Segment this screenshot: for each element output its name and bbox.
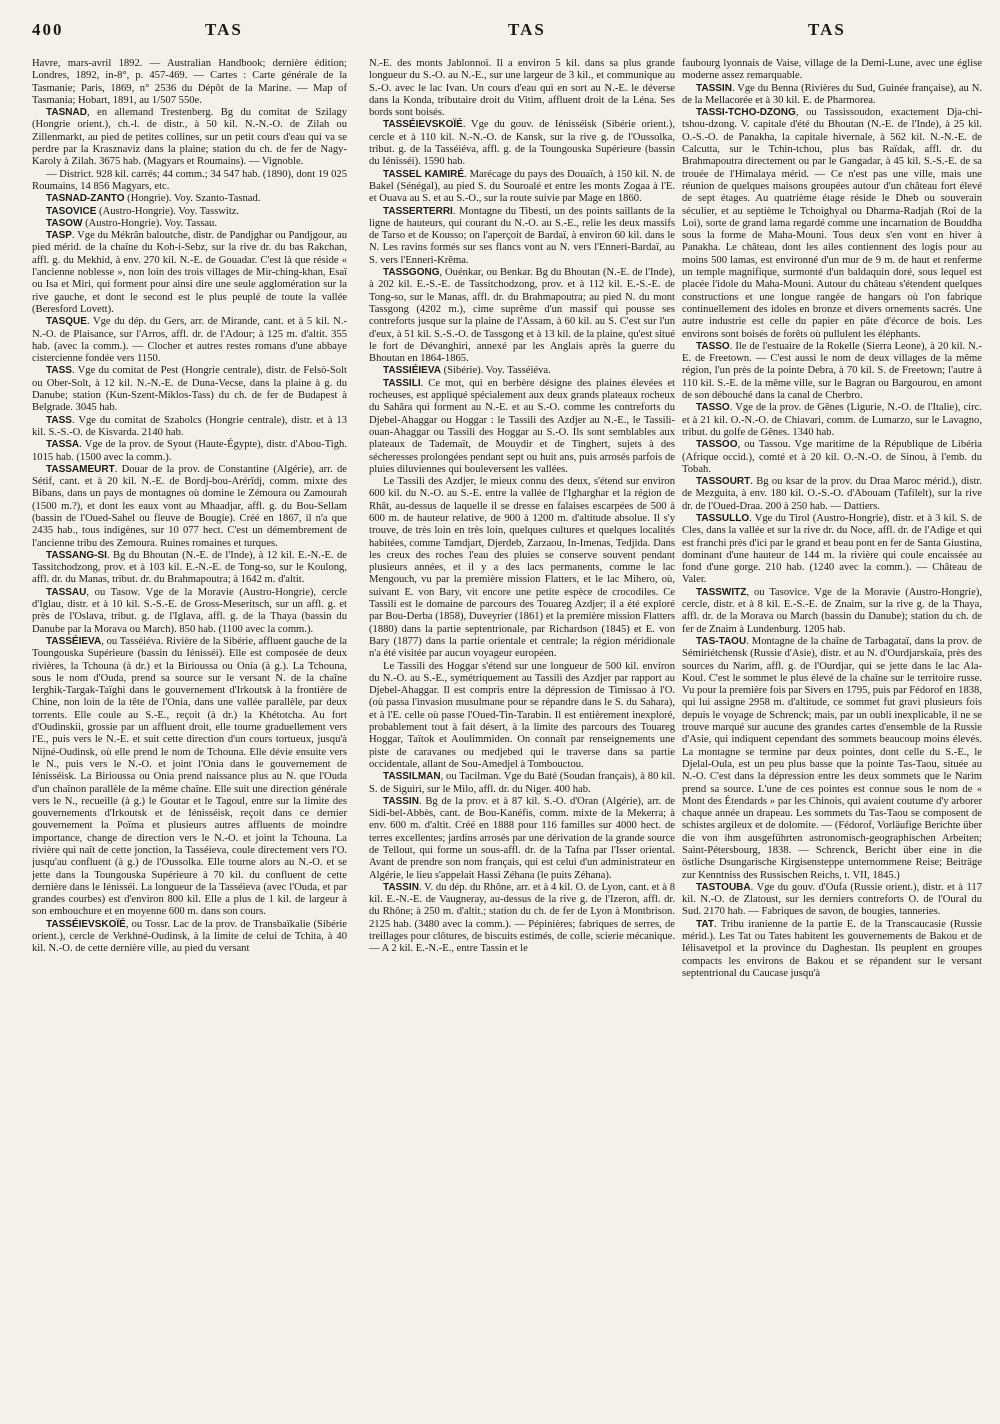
dictionary-entry xyxy=(369,119,675,168)
entry-text: . Bg de la prov. et à 87 kil. S.-O. d'Oran (Algérie), arr. de Sidi-bel-Abbès, cant. de Bou-Kanéfis, comm. mixte de la Mekerra; à env. 600 m. d'altit. Créé en 1888 pour 116 familles sur 4000 hect. de terres excellentes; jardins arrosés par une dérivation de la grande source de Tellout, qui forme un sous-affl. dr. de la Tafna par l'Isser oriental. Avant de prendre son nom français, qui est celui d'un administrateur en Algérie, le lieu s'appelait Hassi Zéhana (le puits Zéhana). xyxy=(369,795,675,881)
entry-headword: TASSILI xyxy=(383,377,421,389)
entry-headword: TASSO xyxy=(696,402,730,414)
running-head-center: TAS xyxy=(508,20,546,39)
dictionary-entry xyxy=(32,169,347,194)
entry-headword: TASSA xyxy=(46,439,80,451)
entry-text: faubourg lyonnais de Vaise, village de la Demi-Lune, avec une église moderne assez remarquable. xyxy=(682,58,982,82)
entry-headword: TASSAMEURT xyxy=(46,463,115,475)
entry-text: Le Tassili des Azdjer, le mieux connu des deux, s'étend sur environ 600 kil. du N.-O. au S.-E. entre la vallée de l'Igharghar et la région de Rhât, au-dessus de laquelle il se dresse en falaises escarpées de 500 à 600 m. de hauteur relative, de 900 à 1200 m. d'altitude absolue. Il s'y trouve, de très loin en très loin, quelques cultures et quelques localités habitées, comme Tamdjart, Djerdeb, Zarzaou, In-Imenas, Tedjida. Dans les creux des roches l'eau des pluies se conserve souvent pendant plusieurs années, et il y a des lacs permanents, comme le lac Mengouch, vu par la première mission Flatters, et le lac Mihero, où, suivant E. von Bary, vit encore une petite espèce de crocodiles. Ce Tassili est le domaine de parcours des Touareg Azdjer; il a été exploré par Bou-Derba (1858), Duveyrier (1861) et la première mission Flatters (1880) dans la partie septentrionale, par Richardson (1845) et E. von Bary (1877) dans la partie orientale et centrale; la région méridionale n'a été visitée par aucun voyageur européen. xyxy=(369,476,675,660)
dictionary-entry xyxy=(682,402,982,439)
entry-text: . Vge du dép. du Gers, arr. de Mirande, cant. et à 5 kil. N.-N.-O. de Plaisance, sur l'Arros, affl. dr. de l'Adour; à 125 m. d'altit. 355 hab. (avec la comm.). — Clocher et autres restes romans d'une abbaye cistercienne fondée vers 1150. xyxy=(32,316,347,365)
entry-headword: TASSOO xyxy=(696,439,738,451)
entry-headword: TAS-TAOU xyxy=(696,635,747,647)
dictionary-entry xyxy=(369,796,675,882)
entry-text: , ou Tasséiéva. Rivière de la Sibérie, affluent gauche de la Toungouska Supérieure (bassin du Iénisséi). Elle est composée de deux rivières, la Tchouna (à dr.) et la Birioussa ou Onia (à g.). La Tchouna, sous le nom d'Ouda, prend sa source sur le versant N. de la chaîne Ierghik-Targak-Taïghi dans le gouvernement d'Irkoutsk à la frontière de Chine, non loin de la tête de l'Onia, dans une vallée parallèle, par deux torrents. Elle coule au S.-E., reçoit (à dr.) la Khétotcha. Au fort d'Oudinskii, grossie par un affluent droit, elle tourne graduellement vers l'E., puis vers le N.-E. et suit cette direction d'un cours tortueux, jusqu'à Nijné-Oudinsk, où elle prend le nom de Tchouna. Elle dévie ensuite vers le N., puis vers le N.-O. et joint l'Onia dans le gouvernement de Iénisséisk. La Birioussa ou Onia prend naissance plus au N. que l'Ouda d'un chaînon parallèle de la même chaîne. Elle suit une direction générale vers le N., recueille (à g.) le Goutar et le Tagoul, entre sur la limite des gouvernements d'Irkoutsk et de Iénisséisk, reçoit dans ce dernier gouvernement la Poïma et plusieurs autres affluents de moindre importance, change de direction vers le N.-O. et joint la Tchouna. La rivière qui naît de cette jonction, la Tasséieva, coule directement vers l'O. jusqu'au confluent (à g.) de l'Oussolka. Elle tourne alors au N.-O. et se jette dans la Toungouska Supérieure à 70 kil. du confluent de cette dernière dans le Iénisséi. La longueur de la Tasséieva (avec l'Ouda, et par grandes courbes) est d'environ 800 kil. Elle a plus de 1 kil. de largeur à son embouchure et en moyenne 600 m. dans son cours. xyxy=(32,635,347,918)
dictionary-entry xyxy=(32,58,347,107)
entry-headword: TASSÉIEVA xyxy=(46,635,102,647)
dictionary-entry xyxy=(682,83,982,108)
dictionary-entry xyxy=(32,439,347,464)
entry-headword: TASSILMAN xyxy=(383,771,441,783)
entry-text: . Vge de la prov. de Syout (Haute-Égypte), distr. d'Abou-Tigh. 1015 hab. (1500 avec la comm.). xyxy=(32,439,347,463)
dictionary-entry xyxy=(682,476,982,513)
dictionary-entry xyxy=(369,267,675,365)
dictionary-entry xyxy=(369,882,675,956)
entry-headword: TASSULLO xyxy=(696,512,750,524)
entry-headword: TASSÉIEVSKOÏÉ xyxy=(383,119,463,131)
entry-headword: TASSWITZ xyxy=(696,586,747,598)
dictionary-entry xyxy=(682,587,982,636)
entry-text: . Ce mot, qui en berbère désigne des plaines élevées et rocheuses, est appliqué spécialement aux deux grands plateaux rocheux du Sahâra qui forment au N.-E. et au S.-O. comme les contreforts du Djebel-Ahaggar ou Hoggar : le Tassili des Azdjer au N.-E., le Tassili-ouan-Ahaggar ou Tassili des Hoggar au S.-O. Ils sont semblables aux plateaux de Tademaït, de Mouydir et de Tinghert, sujets à des sécheresses prolongées pendant sept ou huit ans, puis arrosés parfois de pluies diluviennes qui bouleversent les vallées. xyxy=(369,377,675,475)
entry-text: . Vge du gouv. de Iénisséisk (Sibérie orient.), cercle et à 110 kil. N.-N.-O. de Kansk, sur la rive g. de l'Oussolka, tribut. g. de la Tasséiéva, affl. g. de la Toungouska Supérieure (bassin du Iénisséi). 1590 hab. xyxy=(369,119,675,168)
entry-text: Le Tassili des Hoggar s'étend sur une longueur de 500 kil. environ du N.-O. au S.-E., symétriquement au Tassili des Azdjer par rapport au Djebel-Ahaggar. Il est compris entre la dépression de Timissao à l'O. (où passa l'invasion musulmane pour se répandre dans le S. du Sahara), et à l'E. celle où passe l'Oued-Tin-Tarabin. Il est entièrement inexploré, probablement tout à fait désert, à la limite des parcours des Touareg Hoggar, Taïtok et Aoulimmiden. On connaît par renseignements une piste de caravanes ou medjebed qui le traverse dans sa partie occidentale, allant de Sou-Amedjel à Tombouctou. xyxy=(369,660,675,770)
entry-text: . Vge du Tirol (Austro-Hongrie), distr. et à 3 kil. S. de Cles, dans la vallée et sur la rive dr. du Noce, affl. dr. de l'Adige et qui est franchi près d'ici par le grand et beau pont en fer de Santa Giustina, dominant d'une hauteur de 144 m. la rivière qui coule encaissée au fond d'une gorge. 210 hab. (1240 avec la comm.). — Château de Valer. xyxy=(682,512,982,586)
column-3 xyxy=(682,58,982,1408)
entry-text: . Bg ou ksar de la prov. du Draa Maroc mérid.), distr. de Mezguita, à env. 180 kil. O.-S.-O. d'Abouam (Tafilelt), sur la rive dr. de l'Oued-Draa. 200 à 250 hab. — Dattiers. xyxy=(682,476,982,512)
entry-text: , ou Tassissoudon, exactement Dja-chi-tshou-dzong. V. capitale d'été du Bhoutan (N.-E. de l'Inde), à 25 kil. O.-S.-O. de Panakha, la capitale hivernale, à 562 kil. N.-N.-E. de Calcutta, sur le Tchin-tchou, plus bas Raïdak, affl. dr. du Brahmapoutra directement ou par le Gangadar, à 45 kil. S.-S.-E. de sa trouée de l'Himalaya mérid. — Ce n'est pas une ville, mais une réunion de quelques maisons groupées autour d'un château fort élevé de sept étages. Au quatrième étage réside le Dheb ou souverain séculier, et au septième le Tchoighyal ou Dharma-Radjah (Roi de la Loi), sorte de grand lama regardé comme une incarnation de Bouddha sous la forme de Maha-Mouni. Tous deux s'en vont en hiver à Panakha. Le château, dont les ailes contiennent des logis pour au moins 500 lamas, est environné d'un mur de 9 m. de haut et renferme un temple magnifique, surmonté d'un baldaquin doré, sous lequel est placée l'idole du Maha-Mouni. Autour du château s'étendent quelques constructions et une longue rangée de hangars où l'on fabrique continuellement des idoles en bronze et divers ornements sacrés. Une autre industrie est celle du papier en pâte d'écorce de bois. Les environs sont boisés de forêts où pullulent les éléphants. xyxy=(682,107,982,340)
column-2 xyxy=(369,58,675,1408)
entry-headword: TASSEL KAMIRÉ xyxy=(383,168,465,180)
entry-text: (Austro-Hongrie). Voy. Tassau. xyxy=(82,217,217,229)
dictionary-entry xyxy=(32,587,347,636)
entry-text: (Hongrie). Voy. Szanto-Tasnad. xyxy=(124,193,261,205)
entry-headword: TASSIN xyxy=(383,881,419,893)
column-1 xyxy=(32,58,347,1408)
entry-text: . Ile de l'estuaire de la Rokelle (Sierra Leone), à 20 kil. N.-E. de Freetown. — C'est aussi le nom de deux villages de la même région, l'un près de la pointe Debra, à 70 kil. S. de Freetown; l'autre à 110 kil. S.-E. de la même ville, sur le Bagran ou Bargourou, en amont de son débouché dans la canal de Cherbro. xyxy=(682,340,982,402)
dictionary-entry xyxy=(32,550,347,587)
entry-headword: TASSÉIEVSKOÏÉ xyxy=(46,918,126,930)
entry-text: Havre, mars-avril 1892. — Australian Handbook; dernière édition; Londres, 1892, in-8°, p. 457-469. — Cartes : Carte générale de la Tasmanie; Paris, 1869, n° 2536 du Dépôt de la Marine. — Map of Tasmania; Hobart, 1891, au 1/507 550e. xyxy=(32,58,347,106)
dictionary-entry xyxy=(32,206,347,218)
entry-headword: TASSIÉIEVA xyxy=(383,365,441,377)
dictionary-entry xyxy=(32,415,347,440)
entry-headword: TASOVICE xyxy=(46,205,97,217)
dictionary-entry xyxy=(682,58,982,83)
entry-headword: TASSI-TCHO-DZONG xyxy=(696,107,796,119)
entry-text: . Marécage du pays des Douaïch, à 150 kil. N. de Bakel (Sénégal), au pied S. du Souroalé et entre les monts Zogaa à l'E. et Ouava au S. et au S.-O., sur la route suivie par Mage en 1860. xyxy=(369,168,675,205)
page-number: 400 xyxy=(32,20,64,39)
dictionary-entry xyxy=(369,169,675,206)
entry-text: (Austro-Hongrie). Voy. Tasswitz. xyxy=(96,205,240,217)
entry-headword: TASSOURT xyxy=(696,476,751,488)
running-head-right: TAS xyxy=(808,20,846,39)
dictionary-entry xyxy=(682,439,982,476)
entry-text: . Vge du comitat de Pest (Hongrie centrale), distr. de Felsö-Solt ou Ober-Solt, à 12 kil. N.-N.-E. de Duna-Vecse, dans la plaine à g. du Danube; station (Kun-Szent-Miklos-Tass) du ch. de fer de Budapest à Belgrade. 3045 hab. xyxy=(32,365,347,414)
entry-text: . Montagne de la chaîne de Tarbagataï, dans la prov. de Sémiriétchensk (Russie d'Asie), distr. et au N. d'Ourdjarskaïa, près des sources du Narim, affl. g. de l'Ourdjar, qui se jette dans le lac Ala-Koul. C'est le sommet le plus élevé de la chaîne sur le territoire russe. Vu pour la première fois par Sivers en 1795, puis par Fédorof en 1838, qui lui assigne 2958 m. d'altitude, ce sommet fut gravi plusieurs fois depuis le voyage de Schrenck; mais, par un oubli inexplicable, il ne se trouve marqué sur aucune des grandes cartes d'ensemble de la Russie d'Asie, qui indiquent cependant des sommets beaucoup moins élevés. La montagne se termine par deux pointes, dont celle du S.-E., le Djelal-Oula, est un peu plus basse que la pointe Tas-Taou, située au N.-O. C'est dans la dépression entre les deux sommets que le Narim prend sa source. L'une de ces pointes est connue sous le nom de « Mont des Étendards » par les Chinois, qui avaient coutume d'y arborer chaque année un drapeau. Les sommets du Tas-Taou se composent de schistes argileux et de dolomite. — (Fédorof, Vorläufige Berichte über die von ihm ausgeführten astronomisch-geographischen Arbeiten; Saint-Pétersbourg, 1838. — Schrenck, Bericht über eine in die östliche Dsungarische Kirgisensteppe unternommene Reise; Beiträge zur Kenntniss des Russischen Reichs, t. VII, 1845.) xyxy=(682,635,982,881)
dictionary-entry xyxy=(682,636,982,882)
entry-text: (Sibérie). Voy. Tasséiéva. xyxy=(440,365,551,377)
dictionary-entry xyxy=(369,206,675,267)
dictionary-entry xyxy=(32,316,347,365)
dictionary-entry xyxy=(32,230,347,316)
entry-text: , ou Tasow. Vge de la Moravie (Austro-Hongrie), cercle d'Iglau, distr. et à 10 kil. S.-S.-E. de Gross-Meseritsch, sur un affl. g. et près de l'Oslava, tribut. g. de l'Iglava, affl. g. de la Thaya (bassin du Danube par la Morava ou March). 850 hab. (1100 avec la comm.). xyxy=(32,586,347,635)
entry-headword: TASNAD-ZANTO xyxy=(46,193,125,205)
entry-headword: TASSANG-SI xyxy=(46,549,107,561)
dictionary-entry xyxy=(682,341,982,402)
dictionary-entry xyxy=(369,771,675,796)
entry-text: . Bg du Bhoutan (N.-E. de l'Inde), à 12 kil. E.-N.-E. de Tassitchodzong, prov. et à 103 kil. E.-N.-E. de Tong-so, sur le Koulong, affl. dr. du Manas, tribut. dr. du Brahmapoutra; à 1642 m. d'altit. xyxy=(32,549,347,586)
entry-text: . Douar de la prov. de Constantine (Algérie), arr. de Sétif, cant. et à 20 kil. N.-E. de Bordj-bou-Arérîdj, comm. mixte des Bibans, dans un pays de montagnes où domine le Zémoura ou Zamourah (1500 m.?), et dont les eaux vont au Mhaadjar, affl. g. du Bou-Sellam (bassin de l'Oued-Sahel ou fleuve de Bougie). Créé en 1867, il n'a que 2435 hab., tous indigènes, sur 10 077 hect. C'est un démembrement de l'ancienne tribu des Zemoura. Ruines romaines et turques. xyxy=(32,463,347,549)
entry-text: . V. du dép. du Rhône, arr. et à 4 kil. O. de Lyon, cant. et à 8 kil. E.-N.-E. de Vaugneray, au-dessus de la rive g. de l'Izeron, affl. dr. du Rhône; à 250 m. d'altit.; station du ch. de fer de Lyon à Montbrison. 2125 hab. (3480 avec la comm.). — Pépinières; fabriques de serres, de treillages pour clôtures, de biscuits estimés, de colle, scierie mécanique. — A 2 kil. E.-N.-E., entre Tassin et le xyxy=(369,881,675,955)
dictionary-entry xyxy=(369,378,675,476)
entry-text: , ou Tossr. Lac de la prov. de Transbaïkalie (Sibérie orient.), cercle de Verkhné-Oudinsk, à la limite de celui de Tchita, à 40 kil. N.-O. de cette dernière ville, au pied du versant xyxy=(32,918,347,955)
entry-headword: TASOW xyxy=(46,217,83,229)
dictionary-entry xyxy=(682,513,982,587)
entry-headword: TAT xyxy=(696,918,714,930)
entry-text: , en allemand Trestenberg. Bg du comitat de Szilagy (Hongrie orient.), ch.-l. de distr., à 50 kil. N.-N.-O. de Zilah ou Zillenmarkt, au pied de petites collines, sur un petit cours d'eau qui va se perdre par la Krasznaviz dans la plaine; station du ch. de fer de Nagy-Karoly à Zilah. 3675 hab. (Magyars et Roumains). — Vignoble. xyxy=(32,107,347,168)
dictionary-entry xyxy=(682,107,982,341)
entry-headword: TASSAU xyxy=(46,586,87,598)
entry-headword: TASSGONG xyxy=(383,267,440,279)
dictionary-entry xyxy=(369,661,675,772)
entry-headword: TASSERTERRI xyxy=(383,205,453,217)
entry-headword: TASP xyxy=(46,230,72,242)
entry-headword: TASTOUBA xyxy=(696,881,751,893)
entry-text: , ou Tassou. Vge maritime de la République de Libéria (Afrique occid.), comté et à 20 kil. O.-N.-O. de Sinou, à l'emb. du Tobah. xyxy=(682,439,982,475)
entry-text: . Vge de la prov. de Gênes (Ligurie, N.-O. de l'Italie), circ. et à 21 kil. O.-N.-O. de Chiavari, comm. de Lumarzo, sur le Lavagno, tribut. du golfe de Gênes. 1340 hab. xyxy=(682,402,982,438)
entry-headword: TASNAD xyxy=(46,107,87,119)
dictionary-entry xyxy=(32,636,347,919)
dictionary-entry xyxy=(369,58,675,119)
entry-text: , ou Tacilman. Vge du Baté (Soudan français), à 80 kil. S. de Siguiri, sur le Milo, affl. dr. du Niger. 400 hab. xyxy=(369,771,675,795)
dictionary-entry xyxy=(369,365,675,377)
entry-text: . Tribu iranienne de la partie E. de la Transcaucasie (Russie mérid.). Les Tat ou Tates habitent les gouvernements de Bakou et de Iélisavetpol et la province du Daghestan. Ils peuplent en groupes compacts les environs de Bakou et se répandent sur le versant septentrional du Caucase jusqu'à xyxy=(682,918,982,979)
dictionary-entry xyxy=(682,919,982,980)
entry-headword: TASSO xyxy=(696,340,730,352)
entry-text: , ou Tasovice. Vge de la Moravie (Austro-Hongrie), cercle, distr. et à 8 kil. E.-S.-E. de Znaim, sur la rive g. de la Thaya, affl. dr. de la Morava ou March (bassin du Danube); station du ch. de fer de Znaim à Lundenburg. 1205 hab. xyxy=(682,586,982,635)
entry-text: N.-E. des monts Jablonnoï. Il a environ 5 kil. dans sa plus grande longueur du S.-O. au N.-E., sur une largeur de 3 kil., et communique au S.-O. avec le lac Ivan. Un cours d'eau qui en sort au N.-E. le déverse dans la Konda, tributaire droit du Vitim, affluent droit de la Léna. Ses bords sont boisés. xyxy=(369,58,675,119)
entry-headword: TASQUE xyxy=(46,316,87,328)
dictionary-entry xyxy=(32,919,347,956)
entry-text: . Vge du comitat de Szabolcs (Hongrie centrale), distr. et à 13 kil. S.-S.-O. de Kisvarda. 2140 hab. xyxy=(32,414,347,438)
dictionary-entry xyxy=(32,218,347,230)
dictionary-entry xyxy=(32,193,347,205)
entry-headword: TASS xyxy=(46,365,72,377)
dictionary-entry xyxy=(32,464,347,550)
entry-headword: TASSIN xyxy=(696,82,732,94)
entry-headword: TASS xyxy=(46,414,72,426)
entry-text: . Vge du Mékrân baloutche, distr. de Pandjghar ou Pandjgour, au pied mérid. de la chaîne du Koh-i-Sebz, sur la rive dr. du bas Rakchan, affl. g. du Mekhid, à env. 270 kil. N.-E. de Gouadar. C'est là que réside « l'ancienne noblesse », non loin des trois villages de Mir-ching-khan, Esaï ou Isa et Miri, qui forment pour ainsi dire une seule agglomération sur la rive gauche, et dont le second est le plus peuplé de toute la vallée (Beresford Lovett). xyxy=(32,230,347,315)
entry-text: . Vge du gouv. d'Oufa (Russie orient.), distr. et à 117 kil. N.-O. de Zlatoust, sur les derniers contreforts O. de l'Oural du Sud. 2170 hab. — Fabriques de savon, de bougies, tanneries. xyxy=(682,881,982,918)
dictionary-entry xyxy=(369,476,675,660)
dictionary-entry xyxy=(32,107,347,168)
entry-headword: TASSIN xyxy=(383,795,419,807)
running-head-left: TAS xyxy=(205,20,243,39)
entry-text: . Vge du Benna (Rivières du Sud, Guinée française), au N. de la Mellacorée et à 30 kil. E. de Pharmorea. xyxy=(682,82,982,106)
dictionary-entry xyxy=(682,882,982,919)
entry-text: . Montagne du Tibesti, un des points saillants de la ligne de hauteurs, qui courant du N.-O. au S.-E., relie les deux massifs de Tarso et de Kousso; on l'aperçoit de Bardaï, à environ 60 kil. dans le N. Les ravins formés sur ses flancs vont au N. vers l'Enneri-Bardaï, au S. vers l'Enneri-Krêma. xyxy=(369,205,675,266)
dictionary-entry xyxy=(32,365,347,414)
entry-text: , Ouénkar, ou Benkar. Bg du Bhoutan (N.-E. de l'Inde), à 202 kil. E.-S.-E. de Tassitchodzong, prov. et à 112 kil. E.-S.-E. de Tong-so, sur le Manas, affl. dr. du Brahmapoutra; au pied N. du mont Tassgong (4202 m.), cime suprême d'un massif qui pousse ses contreforts jusque sur la plaine de l'Assam, à 60 kil. au S. C'est sur l'un d'eux, à 51 kil. S.-S.-O. de Tassgong et à 13 kil. de la plaine, qu'est situé le fort de Dévanghiri, annexé par les Anglais après la guerre du Bhoutan en 1864-1865. xyxy=(369,267,675,365)
entry-text: — District. 928 kil. carrés; 44 comm.; 34 547 hab. (1890), dont 19 025 Roumains, 14 856 Magyars, etc. xyxy=(32,168,347,192)
